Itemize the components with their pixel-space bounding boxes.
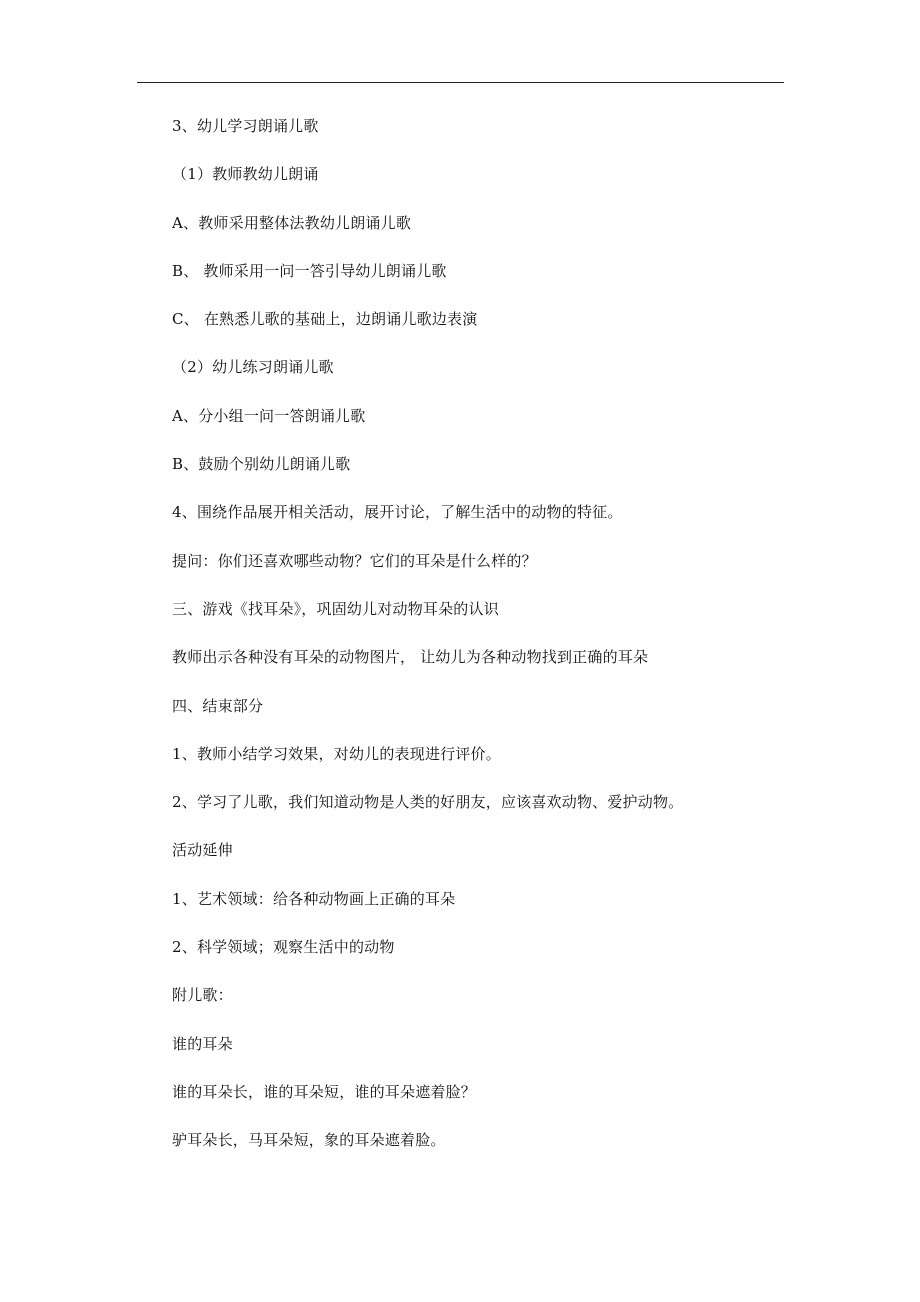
section-heading: 四、结束部分 (172, 696, 264, 715)
text-line: 2、学习了儿歌，我们知道动物是人类的好朋友，应该喜欢动物、爱护动物。 (172, 793, 684, 812)
document-body (172, 113, 792, 1176)
text-line: 1、艺术领域：给各种动物画上正确的耳朵 (172, 889, 456, 908)
text-line: 3、幼儿学习朗诵儿歌 (172, 117, 319, 135)
text-line: C、 在熟悉儿歌的基础上，边朗诵儿歌边表演 (172, 310, 478, 329)
poem-line: 谁的耳朵长，谁的耳朵短，谁的耳朵遮着脸？ (172, 1082, 477, 1101)
text-line: 提问：你们还喜欢哪些动物？它们的耳朵是什么样的？ (172, 551, 537, 570)
text-line: 教师出示各种没有耳朵的动物图片， 让幼儿为各种动物找到正确的耳朵 (172, 648, 649, 667)
section-heading: 活动延伸 (172, 841, 233, 860)
text-line: 附儿歌： (172, 986, 233, 1005)
text-line: 1、教师小结学习效果，对幼儿的表现进行评价。 (172, 744, 501, 763)
text-line: A、分小组一问一答朗诵儿歌 (172, 406, 366, 425)
header-rule (137, 82, 784, 83)
text-line: A、教师采用整体法教幼儿朗诵儿歌 (172, 213, 412, 232)
text-line: B、 教师采用一问一答引导幼儿朗诵儿歌 (172, 261, 447, 280)
section-heading: 三、游戏《找耳朵》，巩固幼儿对动物耳朵的认识 (172, 599, 499, 618)
poem-line: 驴耳朵长，马耳朵短，象的耳朵遮着脸。 (172, 1131, 446, 1150)
text-line: （1）教师教幼儿朗诵 (172, 165, 319, 184)
text-line: （2）幼儿练习朗诵儿歌 (172, 358, 334, 377)
poem-title: 谁的耳朵 (172, 1034, 233, 1053)
text-line: 4、围绕作品展开相关活动，展开讨论，了解生活中的动物的特征。 (172, 503, 623, 522)
text-line: B、鼓励个别幼儿朗诵儿歌 (172, 455, 351, 474)
text-line: 2、科学领域；观察生活中的动物 (172, 938, 395, 957)
